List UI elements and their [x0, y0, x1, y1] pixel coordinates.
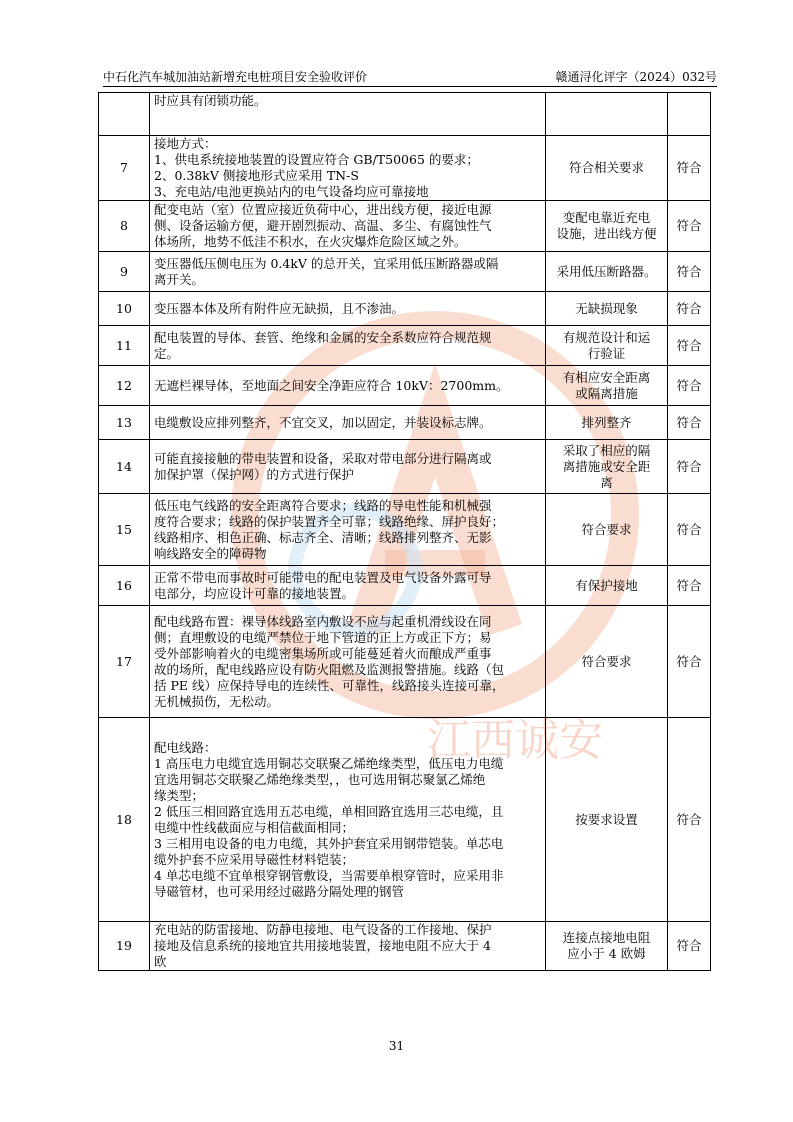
conformity-result: 符合	[668, 252, 711, 292]
requirement-text-line: 侧、设备运输方便，避开剧烈振动、高温、多尘、有腐蚀性气	[154, 218, 492, 233]
requirement-text-line: 配电线路：	[154, 739, 217, 755]
item-number: 9	[99, 252, 150, 292]
actual-condition-text-line: 符合相关要求	[568, 160, 644, 175]
requirement-text-line: 无机械损伤，无松动。	[154, 693, 280, 709]
requirement-text-line: 括 PE 线）应保持导电的连续性、可靠性，线路接头连接可靠，	[154, 677, 505, 693]
actual-condition-cell	[546, 406, 668, 440]
table-row	[99, 252, 711, 292]
conformity-result: 符合	[668, 922, 711, 971]
requirement-text-line: 离开关。	[154, 271, 205, 287]
actual-condition-cell	[546, 326, 668, 366]
table-row	[99, 201, 711, 252]
actual-condition-cell	[546, 292, 668, 326]
actual-condition-cell	[546, 922, 668, 971]
requirement-text-line: 电缆中性线截面应与相信截面相同；	[154, 819, 355, 835]
requirement-text-line: 缘类型；	[154, 787, 205, 803]
requirement-cell	[150, 201, 546, 252]
requirement-text-line: 接地及信息系统的接地宜共用接地装置，接地电阻不应大于 4	[154, 938, 491, 953]
requirement-text-line: 变压器本体及所有附件应无缺损，且不渗油。	[154, 300, 405, 316]
requirement-cell	[150, 566, 546, 606]
watermark-text: 江西诚安	[427, 715, 603, 760]
table-row	[99, 93, 711, 136]
requirement-cell	[150, 440, 546, 494]
table-row	[99, 494, 711, 566]
item-number: 13	[99, 406, 150, 440]
requirement-text-line: 加保护罩（保护网）的方式进行保护	[154, 466, 355, 482]
acceptance-checklist-table	[98, 92, 711, 971]
table-row	[99, 566, 711, 606]
item-number: 14	[99, 440, 150, 494]
table-row	[99, 718, 711, 922]
conformity-result: 符合	[668, 606, 711, 718]
requirement-text-line: 侧；直埋敷设的电缆严禁位于地下管道的正上方或正下方；易	[154, 629, 492, 645]
actual-condition-text-line: 行验证	[587, 345, 626, 361]
conformity-result	[668, 93, 711, 136]
actual-condition-text-line: 离措施或安全距	[562, 458, 651, 474]
item-number: 16	[99, 566, 150, 606]
requirement-text-line: 度符合要求；线路的保护装置齐全可靠；线路绝缘、屏护良好；	[154, 513, 505, 529]
requirement-text-line: 电缆敷设应排列整齐，不宜交叉，加以固定，并装设标志牌。	[154, 414, 492, 430]
actual-condition-text-line: 连接点接地电阻	[562, 930, 651, 945]
requirement-text-line: 3、充电站/电池更换站内的电气设备均应可靠接地	[154, 184, 429, 199]
table-body	[99, 93, 711, 971]
requirement-cell	[150, 606, 546, 718]
actual-condition-text-line: 有规范设计和运	[562, 329, 651, 345]
conformity-result: 符合	[668, 136, 711, 201]
conformity-result: 符合	[668, 718, 711, 922]
requirement-cell	[150, 922, 546, 971]
requirement-text-line: 受外部影响着火的电缆密集场所或可能蔓延着火而酿成严重事	[154, 645, 492, 661]
conformity-result: 符合	[668, 201, 711, 252]
item-number: 12	[99, 366, 150, 406]
requirement-cell	[150, 252, 546, 292]
requirement-text-line: 接地方式：	[154, 136, 217, 151]
actual-condition-text-line: 无缺损现象	[575, 300, 638, 316]
requirement-text-line: 电部分，均应设计可靠的接地装置。	[154, 585, 355, 601]
requirement-text-line: 可能直接接触的带电装置和设备，采取对带电部分进行隔离或	[154, 450, 492, 466]
actual-condition-text-line: 采取了相应的隔	[562, 442, 651, 458]
requirement-cell	[150, 718, 546, 922]
actual-condition-text-line: 离	[600, 474, 613, 490]
page-header	[103, 66, 717, 87]
actual-condition-text-line: 或隔离措施	[575, 385, 638, 401]
actual-condition-text-line: 有保护接地	[575, 577, 638, 593]
item-number: 7	[99, 136, 150, 201]
requirement-text-line: 缆外护套不应采用导磁性材料铠装；	[154, 851, 355, 867]
actual-condition-cell	[546, 136, 668, 201]
requirement-text-line: 时应具有闭锁功能。	[154, 93, 267, 108]
requirement-cell	[150, 136, 546, 201]
conformity-result: 符合	[668, 406, 711, 440]
table-row	[99, 406, 711, 440]
actual-condition-text-line: 有相应安全距离	[562, 369, 651, 385]
requirement-cell	[150, 326, 546, 366]
actual-condition-cell	[546, 366, 668, 406]
requirement-text-line: 低压电气线路的安全距离符合要求；线路的导电性能和机械强	[154, 497, 492, 513]
actual-condition-text-line: 采用低压断路器。	[556, 263, 657, 279]
actual-condition-text-line: 符合要求	[581, 653, 632, 669]
requirement-text-line: 变压器低压侧电压为 0.4kV 的总开关，宜采用低压断路器或隔	[154, 255, 499, 271]
header-report-number: 赣通浔化评字（2024）032号	[555, 70, 717, 84]
requirement-text-line: 充电站的防雷接地、防静电接地、电气设备的工作接地、保护	[154, 922, 492, 937]
actual-condition-text-line: 设施，进出线方便	[556, 226, 657, 241]
item-number: 8	[99, 201, 150, 252]
header-report-title: 中石化汽车城加油站新增充电桩项目安全验收评价	[103, 70, 368, 84]
actual-condition-text-line: 变配电靠近充电	[562, 210, 651, 225]
table-row	[99, 922, 711, 971]
requirement-text-line: 配电装置的导体、套管、绝缘和金属的安全系数应符合规范规	[154, 329, 492, 345]
requirement-cell	[150, 93, 546, 136]
item-number	[99, 93, 150, 136]
requirement-text-line: 宜选用铜芯交联聚乙烯绝缘类型，，也可选用铜芯聚氯乙烯绝	[154, 771, 486, 787]
item-number: 10	[99, 292, 150, 326]
requirement-text-line: 2 低压三相回路宜选用五芯电缆，单相回路宜选用三芯电缆，且	[154, 803, 504, 819]
actual-condition-text-line: 排列整齐	[581, 414, 632, 430]
conformity-result: 符合	[668, 292, 711, 326]
page-number: 31	[388, 1039, 405, 1053]
requirement-text-line: 定。	[154, 345, 180, 361]
requirement-text-line: 无遮栏裸导体，至地面之间安全净距应符合 10kV：2700mm。	[154, 377, 509, 393]
requirement-text-line: 配变电站（室）位置应接近负荷中心，进出线方便，接近电源	[154, 202, 492, 217]
conformity-result: 符合	[668, 494, 711, 566]
item-number: 19	[99, 922, 150, 971]
table-row	[99, 136, 711, 201]
requirement-cell	[150, 494, 546, 566]
requirement-text-line: 3 三相用电设备的电力电缆，其外护套宜采用钢带铠装。单芯电	[154, 835, 504, 851]
item-number: 11	[99, 326, 150, 366]
actual-condition-cell	[546, 718, 668, 922]
requirement-text-line: 故的场所，配电线路应设有防火阻燃及监测报警措施。线路（包	[154, 661, 505, 677]
actual-condition-text-line: 符合要求	[581, 521, 632, 537]
table-row	[99, 366, 711, 406]
item-number: 15	[99, 494, 150, 566]
conformity-result: 符合	[668, 326, 711, 366]
table-row	[99, 326, 711, 366]
requirement-cell	[150, 292, 546, 326]
actual-condition-text-line: 按要求设置	[575, 811, 638, 827]
requirement-text-line: 体场所，地势不低洼不积水，在火灾爆炸危险区域之外。	[154, 234, 467, 249]
table-row	[99, 292, 711, 326]
item-number: 18	[99, 718, 150, 922]
requirement-text-line: 正常不带电而事故时可能带电的配电装置及电气设备外露可导	[154, 569, 492, 585]
actual-condition-cell	[546, 201, 668, 252]
actual-condition-cell	[546, 566, 668, 606]
actual-condition-text-line: 应小于 4 欧姆	[567, 946, 646, 961]
requirement-text-line: 配电线路布置：裸导体线路室内敷设不应与起重机滑线设在同	[154, 613, 492, 629]
requirement-text-line: 1 高压电力电缆宜选用铜芯交联聚乙烯绝缘类型，低压电力电缆	[154, 755, 504, 771]
requirement-text-line: 1、供电系统接地装置的设置应符合 GB/T50065 的要求；	[154, 152, 479, 167]
actual-condition-cell	[546, 440, 668, 494]
requirement-cell	[150, 366, 546, 406]
item-number: 17	[99, 606, 150, 718]
requirement-text-line: 线路相序、相色正确、标志齐全、清晰；线路排列整齐、无影	[154, 529, 492, 545]
actual-condition-cell	[546, 93, 668, 136]
requirement-text-line: 响线路安全的障碍物	[154, 545, 267, 561]
conformity-result: 符合	[668, 566, 711, 606]
table-row	[99, 440, 711, 494]
requirement-text-line: 导磁管材，也可采用经过磁路分隔处理的钢管	[154, 883, 405, 899]
actual-condition-cell	[546, 606, 668, 718]
actual-condition-cell	[546, 494, 668, 566]
actual-condition-cell	[546, 252, 668, 292]
table-row	[99, 606, 711, 718]
requirement-text-line: 2、0.38kV 侧接地形式应采用 TN-S	[154, 168, 359, 183]
requirement-text-line: 欧	[154, 954, 167, 969]
requirement-cell	[150, 406, 546, 440]
conformity-result: 符合	[668, 440, 711, 494]
requirement-text-line: 4 单芯电缆不宜单根穿钢管敷设，当需要单根穿管时，应采用非	[154, 867, 504, 883]
conformity-result: 符合	[668, 366, 711, 406]
